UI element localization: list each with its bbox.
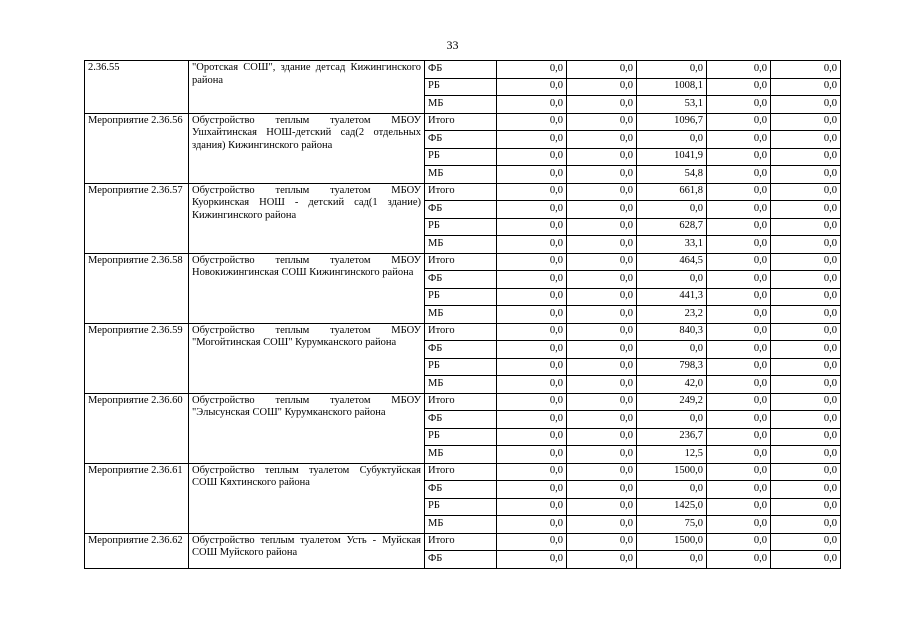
activity-description: Обустройство теплым туалетом Субуктуйская СОШ Кяхтинского района: [189, 463, 425, 533]
amount-cell: 0,0: [567, 61, 637, 79]
amount-cell: 0,0: [567, 218, 637, 236]
table-row: [85, 393, 841, 411]
amount-cell: 1425,0: [637, 498, 707, 516]
amount-cell: 0,0: [771, 428, 841, 446]
amount-cell: 0,0: [497, 78, 567, 96]
amount-cell: 840,3: [637, 323, 707, 341]
table-row: [85, 183, 841, 201]
amount-cell: 0,0: [707, 551, 771, 569]
amount-cell: 0,0: [707, 323, 771, 341]
funding-source: ФБ: [425, 481, 497, 499]
amount-cell: 0,0: [497, 358, 567, 376]
amount-cell: 0,0: [771, 411, 841, 429]
amount-cell: 0,0: [497, 306, 567, 324]
amount-cell: 0,0: [567, 516, 637, 534]
amount-cell: 0,0: [497, 323, 567, 341]
activity-code: 2.36.55: [85, 61, 189, 114]
amount-cell: 0,0: [567, 341, 637, 359]
amount-cell: 0,0: [637, 131, 707, 149]
amount-cell: 0,0: [567, 166, 637, 184]
table-row: [85, 61, 841, 79]
amount-cell: 0,0: [771, 183, 841, 201]
amount-cell: 0,0: [707, 113, 771, 131]
amount-cell: 0,0: [637, 411, 707, 429]
amount-cell: 0,0: [567, 498, 637, 516]
amount-cell: 42,0: [637, 376, 707, 394]
amount-cell: 0,0: [771, 253, 841, 271]
funding-source: МБ: [425, 236, 497, 254]
amount-cell: 0,0: [707, 183, 771, 201]
amount-cell: 0,0: [497, 516, 567, 534]
activity-code: Мероприятие 2.36.62: [85, 533, 189, 568]
amount-cell: 0,0: [771, 551, 841, 569]
amount-cell: 464,5: [637, 253, 707, 271]
activity-description: Обустройство теплым туалетом МБОУ Куоркинская НОШ - детский сад(1 здание) Кижингинского района: [189, 183, 425, 253]
amount-cell: 0,0: [567, 428, 637, 446]
amount-cell: 0,0: [567, 551, 637, 569]
amount-cell: 0,0: [771, 516, 841, 534]
funding-source: РБ: [425, 498, 497, 516]
amount-cell: 23,2: [637, 306, 707, 324]
amount-cell: 0,0: [771, 393, 841, 411]
funding-source: МБ: [425, 96, 497, 114]
amount-cell: 0,0: [771, 61, 841, 79]
page-number: 33: [446, 38, 459, 52]
amount-cell: 798,3: [637, 358, 707, 376]
amount-cell: 0,0: [771, 533, 841, 551]
amount-cell: 0,0: [567, 481, 637, 499]
activity-description: Обустройство теплым туалетом Усть - Муйская СОШ Муйского района: [189, 533, 425, 568]
funding-source: МБ: [425, 446, 497, 464]
amount-cell: 0,0: [497, 166, 567, 184]
funding-source: РБ: [425, 148, 497, 166]
amount-cell: 0,0: [771, 341, 841, 359]
amount-cell: 0,0: [567, 78, 637, 96]
funding-source: РБ: [425, 358, 497, 376]
funding-source: МБ: [425, 376, 497, 394]
amount-cell: 0,0: [707, 463, 771, 481]
funding-source: Итого: [425, 323, 497, 341]
amount-cell: 0,0: [637, 551, 707, 569]
amount-cell: 0,0: [567, 358, 637, 376]
funding-source: МБ: [425, 516, 497, 534]
amount-cell: 1500,0: [637, 463, 707, 481]
amount-cell: 0,0: [707, 393, 771, 411]
funding-source: Итого: [425, 533, 497, 551]
funding-source: ФБ: [425, 411, 497, 429]
amount-cell: 0,0: [637, 481, 707, 499]
funding-source: Итого: [425, 113, 497, 131]
activity-code: Мероприятие 2.36.60: [85, 393, 189, 463]
amount-cell: 0,0: [707, 306, 771, 324]
amount-cell: 0,0: [497, 481, 567, 499]
amount-cell: 0,0: [707, 533, 771, 551]
amount-cell: 0,0: [567, 113, 637, 131]
funding-source: МБ: [425, 166, 497, 184]
funding-source: ФБ: [425, 61, 497, 79]
amount-cell: 0,0: [497, 446, 567, 464]
amount-cell: 54,8: [637, 166, 707, 184]
amount-cell: 0,0: [497, 428, 567, 446]
amount-cell: 0,0: [567, 201, 637, 219]
amount-cell: 0,0: [771, 201, 841, 219]
amount-cell: 53,1: [637, 96, 707, 114]
amount-cell: 0,0: [771, 463, 841, 481]
amount-cell: 0,0: [567, 96, 637, 114]
amount-cell: 0,0: [771, 498, 841, 516]
amount-cell: 0,0: [771, 236, 841, 254]
amount-cell: 0,0: [707, 516, 771, 534]
amount-cell: 0,0: [771, 218, 841, 236]
amount-cell: 0,0: [497, 236, 567, 254]
funding-source: Итого: [425, 183, 497, 201]
amount-cell: 0,0: [771, 148, 841, 166]
amount-cell: 0,0: [707, 481, 771, 499]
amount-cell: 0,0: [497, 533, 567, 551]
amount-cell: 12,5: [637, 446, 707, 464]
amount-cell: 33,1: [637, 236, 707, 254]
amount-cell: 0,0: [707, 446, 771, 464]
amount-cell: 249,2: [637, 393, 707, 411]
budget-table: [84, 60, 841, 569]
funding-source: ФБ: [425, 131, 497, 149]
amount-cell: 0,0: [497, 498, 567, 516]
amount-cell: 0,0: [567, 148, 637, 166]
amount-cell: 441,3: [637, 288, 707, 306]
amount-cell: 0,0: [707, 288, 771, 306]
amount-cell: 0,0: [707, 96, 771, 114]
amount-cell: 0,0: [707, 78, 771, 96]
funding-source: ФБ: [425, 551, 497, 569]
amount-cell: 0,0: [567, 271, 637, 289]
amount-cell: 0,0: [567, 463, 637, 481]
amount-cell: 0,0: [707, 253, 771, 271]
amount-cell: 0,0: [707, 498, 771, 516]
activity-description: Обустройство теплым туалетом МБОУ Новокижингинская СОШ Кижингинского района: [189, 253, 425, 323]
table-row: [85, 253, 841, 271]
amount-cell: 0,0: [567, 411, 637, 429]
amount-cell: 0,0: [497, 551, 567, 569]
amount-cell: 0,0: [497, 253, 567, 271]
amount-cell: 628,7: [637, 218, 707, 236]
amount-cell: 0,0: [497, 131, 567, 149]
activity-code: Мероприятие 2.36.61: [85, 463, 189, 533]
amount-cell: 0,0: [771, 481, 841, 499]
amount-cell: 0,0: [771, 131, 841, 149]
amount-cell: 0,0: [497, 393, 567, 411]
funding-source: РБ: [425, 428, 497, 446]
activity-description: "Оротская СОШ", здание детсад Кижингинского района: [189, 61, 425, 114]
amount-cell: 0,0: [707, 358, 771, 376]
amount-cell: 0,0: [771, 376, 841, 394]
activity-description: Обустройство теплым туалетом МБОУ "Элысунская СОШ" Курумканского района: [189, 393, 425, 463]
activity-code: Мероприятие 2.36.59: [85, 323, 189, 393]
amount-cell: 0,0: [637, 61, 707, 79]
amount-cell: 0,0: [567, 288, 637, 306]
amount-cell: 0,0: [497, 376, 567, 394]
amount-cell: 0,0: [637, 341, 707, 359]
amount-cell: 0,0: [707, 148, 771, 166]
amount-cell: 0,0: [567, 183, 637, 201]
amount-cell: 0,0: [707, 236, 771, 254]
amount-cell: 0,0: [771, 96, 841, 114]
amount-cell: 0,0: [771, 323, 841, 341]
amount-cell: 0,0: [567, 376, 637, 394]
amount-cell: 0,0: [497, 218, 567, 236]
amount-cell: 0,0: [707, 428, 771, 446]
funding-source: МБ: [425, 306, 497, 324]
amount-cell: 0,0: [497, 341, 567, 359]
amount-cell: 0,0: [707, 166, 771, 184]
amount-cell: 0,0: [567, 446, 637, 464]
activity-code: Мероприятие 2.36.56: [85, 113, 189, 183]
amount-cell: 0,0: [637, 271, 707, 289]
funding-source: ФБ: [425, 341, 497, 359]
amount-cell: 0,0: [771, 271, 841, 289]
amount-cell: 0,0: [567, 253, 637, 271]
activity-description: Обустройство теплым туалетом МБОУ Ушхайтинская НОШ-детский сад(2 отдельных здания) Кижингинского района: [189, 113, 425, 183]
amount-cell: 0,0: [567, 323, 637, 341]
budget-table-body: [85, 61, 841, 569]
amount-cell: 0,0: [707, 411, 771, 429]
amount-cell: 0,0: [567, 131, 637, 149]
amount-cell: 0,0: [707, 61, 771, 79]
amount-cell: 0,0: [497, 61, 567, 79]
amount-cell: 0,0: [497, 113, 567, 131]
amount-cell: 0,0: [637, 201, 707, 219]
amount-cell: 1008,1: [637, 78, 707, 96]
funding-source: ФБ: [425, 271, 497, 289]
amount-cell: 75,0: [637, 516, 707, 534]
amount-cell: 0,0: [497, 411, 567, 429]
amount-cell: 0,0: [497, 288, 567, 306]
amount-cell: 236,7: [637, 428, 707, 446]
funding-source: РБ: [425, 78, 497, 96]
amount-cell: 0,0: [707, 341, 771, 359]
table-row: [85, 463, 841, 481]
amount-cell: 0,0: [497, 148, 567, 166]
amount-cell: 0,0: [771, 358, 841, 376]
amount-cell: 0,0: [707, 218, 771, 236]
amount-cell: 0,0: [771, 306, 841, 324]
amount-cell: 0,0: [771, 446, 841, 464]
activity-code: Мероприятие 2.36.58: [85, 253, 189, 323]
amount-cell: 0,0: [497, 183, 567, 201]
amount-cell: 0,0: [497, 463, 567, 481]
amount-cell: 0,0: [707, 376, 771, 394]
amount-cell: 0,0: [707, 131, 771, 149]
funding-source: ФБ: [425, 201, 497, 219]
table-row: [85, 533, 841, 551]
amount-cell: 0,0: [771, 288, 841, 306]
amount-cell: 0,0: [771, 166, 841, 184]
funding-source: РБ: [425, 218, 497, 236]
amount-cell: 0,0: [497, 271, 567, 289]
amount-cell: 0,0: [707, 271, 771, 289]
amount-cell: 0,0: [567, 306, 637, 324]
funding-source: Итого: [425, 463, 497, 481]
funding-source: Итого: [425, 253, 497, 271]
amount-cell: 0,0: [567, 393, 637, 411]
amount-cell: 0,0: [567, 236, 637, 254]
funding-source: РБ: [425, 288, 497, 306]
amount-cell: 1500,0: [637, 533, 707, 551]
activity-description: Обустройство теплым туалетом МБОУ "Могойтинская СОШ" Курумканского района: [189, 323, 425, 393]
table-row: [85, 113, 841, 131]
funding-source: Итого: [425, 393, 497, 411]
amount-cell: 0,0: [707, 201, 771, 219]
amount-cell: 1096,7: [637, 113, 707, 131]
amount-cell: 0,0: [497, 96, 567, 114]
amount-cell: 0,0: [771, 78, 841, 96]
amount-cell: 0,0: [771, 113, 841, 131]
activity-code: Мероприятие 2.36.57: [85, 183, 189, 253]
amount-cell: 1041,9: [637, 148, 707, 166]
amount-cell: 0,0: [567, 533, 637, 551]
table-row: [85, 323, 841, 341]
amount-cell: 0,0: [497, 201, 567, 219]
amount-cell: 661,8: [637, 183, 707, 201]
